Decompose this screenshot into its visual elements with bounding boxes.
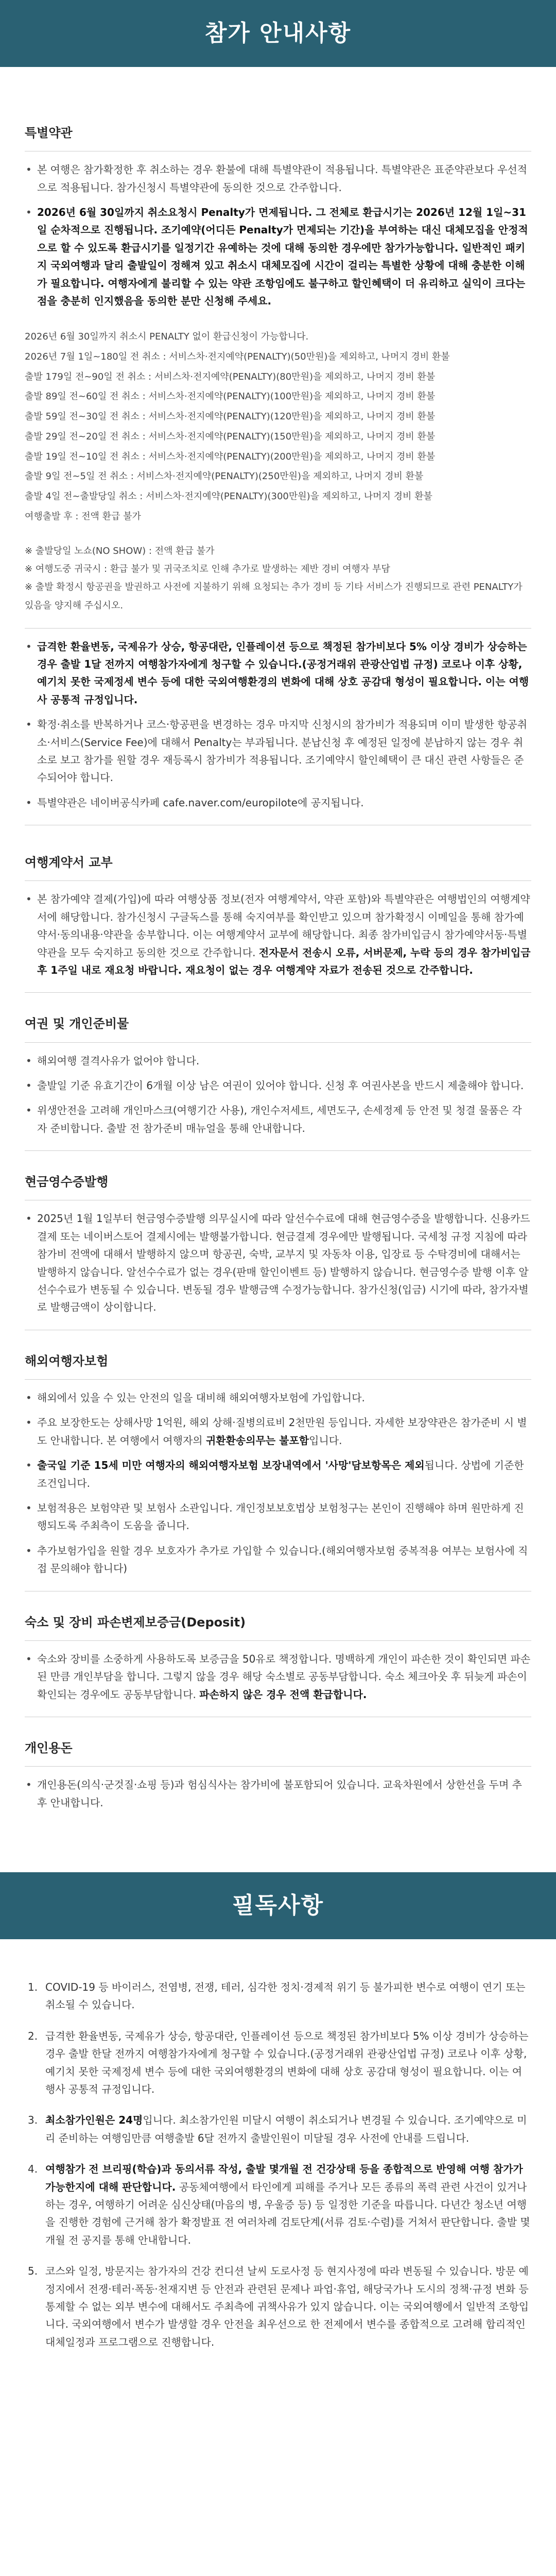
contract-text: 본 참가예약 결제(가입)에 따라 여행상품 정보(전자 여행계약서, 약관 포함)와 특별약관은 여행법인의 여행계약서에 해당합니다. 참가신청시 구글독스를 통해 숙지여부를 확인받고 있으며 참가확정시 이메일을 통해 참가예약서·동의내용·약관을 송부합니다. 이는 여행계약서 교부에 해당합니다. 최종 참가비입금시 참가예약서동·특별약관을 모두 숙지하고 동의한 것으로 간주합니다.: [37, 893, 530, 959]
pocket-money-list: [25, 1776, 531, 1811]
fee-line: 2026년 7월 1일~180일 전 취소 : 서비스차·전지예약(PENALTY)(50만원)을 제외하고, 나머지 경비 환불: [25, 351, 450, 363]
deposit-text: 숙소와 장비를 소중하게 사용하도록 보증금을 50유로 책정합니다. 명백하게 개인이 파손한 것이 확인되면 파손된 만큼 개인부담을 합니다. 그렇지 않을 경우 해당 숙소별로 공동부담합니다. 숙소 체크아웃 후 뒤늦게 파손이 확인되는 경우에도 공동부담합니다.: [37, 1652, 531, 1701]
item-text: 공동체여행에서 타인에게 피해를 주거나 모든 종류의 폭력 관련 사건이 있거나 하는 경우, 여행하기 어려운 심신상태(마음의 병, 우울증 등) 등 일정한 기준을 따릅니다. 다년간 청소년 여행을 진행한 경험에 근거해 참가 확정발표 전 여러차례 검토단계(서류 검토·수렴)를 거쳐서 판단합니다. 출발 몇개월 전 공지를 통해 안내합니다.: [45, 2180, 530, 2246]
list-item: [25, 1650, 531, 1703]
section-divider: [25, 1150, 531, 1151]
divider: [25, 1042, 531, 1043]
divider: [25, 1766, 531, 1767]
fee-line: 출발 179일 전~90일 전 취소 : 서비스차·전지예약(PENALTY)(80만원)을 제외하고, 나머지 경비 환불: [25, 371, 436, 382]
item-text-bold: 여행참가 전 브리핑(학습)과 동의서류 작성, 출발 몇개월 전 건강상태 등을 종합적으로 반영해 여행 참가가 가능한지에 대해 판단합니다.: [45, 2163, 523, 2193]
insurance-text-4: 보험적용은 보험약관 및 보험사 소관입니다. 개인정보보호법상 보험청구는 본인이 진행해야 하며 원만하게 진행되도록 주최측이 도움을 줍니다.: [37, 1502, 524, 1532]
list-item: [25, 1052, 531, 1070]
section-title-pocket-money: 개인용돈: [25, 1741, 73, 1756]
passport-text-2: 출발일 기준 유효기간이 6개월 이상 남은 여권이 있어야 합니다. 신청 후 여권사본을 반드시 제출해야 합니다.: [37, 1079, 524, 1092]
special-terms-list-2: [25, 638, 531, 812]
participation-info-content: [0, 67, 556, 1811]
list-item: [25, 204, 531, 310]
fee-line: 2026년 6월 30일까지 취소시 PENALTY 없이 환급신청이 가능합니다.: [25, 331, 309, 343]
item-number: 3.: [28, 2114, 38, 2127]
item-number: 5.: [28, 2265, 38, 2278]
fee-line: 출발 59일 전~30일 전 취소 : 서비스차·전지예약(PENALTY)(120만원)을 제외하고, 나머지 경비 환불: [25, 411, 436, 422]
list-item: [25, 1101, 531, 1137]
item-number: 4.: [28, 2163, 38, 2176]
contract-list: [25, 890, 531, 979]
list-item: [25, 1414, 531, 1449]
insurance-text-3-bold: 출국일 기준 15세 미만 여행자의 해외여행자보험 보장내역에서 '사망'담보항목은 제외: [37, 1459, 425, 1472]
list-item: [25, 2160, 531, 2249]
item-text: 입니다. 최소참가인원 미달시 여행이 취소되거나 변경될 수 있습니다. 조기예약으로 미리 준비하는 여행임만큼 여행출발 6달 전까지 출발인원이 미달될 경우 사전에 안내를 드립니다.: [45, 2114, 527, 2144]
list-item: [25, 1776, 531, 1811]
insurance-text-3: 됩니다. 상법에 기준한 조건입니다.: [37, 1459, 524, 1489]
passport-text-3: 위생안전을 고려해 개인마스크(여행기간 사용), 개인수저세트, 세면도구, 손세정제 등 안전 및 청결 물품은 각자 준비합니다. 출발 전 참가준비 매뉴얼을 통해 안내합니다.: [37, 1104, 522, 1134]
price-change-text: 급격한 환율변동, 국제유가 상승, 항공대란, 인플레이션 등으로 책정된 참가비보다 5% 이상 경비가 상승하는 경우 출발 1달 전까지 여행참가자에게 청구할 수 있습니다.(공정거래위 관광산업법 규정) 코로나 이후 상황, 예기치 못한 국제정세 변수 등에 대한 국외여행환경의 변화에 대해 상호 공감대 형성이 필요합니다. 이는 여행사 공통적 규정입니다.: [37, 640, 529, 706]
insurance-text-1: 해외에서 있을 수 있는 안전의 일을 대비해 해외여행자보험에 가입합니다.: [37, 1392, 365, 1404]
item-text: COVID-19 등 바이러스, 전염병, 전쟁, 테러, 심각한 정치·경제적 위기 등 불가피한 변수로 여행이 연기 또는 취소될 수 있습니다.: [45, 1981, 526, 2011]
list-item: [25, 1210, 531, 1316]
insurance-list: [25, 1389, 531, 1578]
list-item: [25, 1389, 531, 1406]
divider: [25, 628, 531, 629]
banner-must-read: [0, 1872, 556, 1939]
section-title-insurance: 해외여행자보험: [25, 1353, 109, 1368]
insurance-text-5: 추가보험가입을 원할 경우 보호자가 추가로 가입할 수 있습니다.(해외여행자보험 중복적용 여부는 보험사에 직접 문의해야 합니다): [37, 1544, 528, 1575]
fee-line: 출발 19일 전~10일 전 취소 : 서비스차·전지예약(PENALTY)(200만원)을 제외하고, 나머지 경비 환불: [25, 451, 436, 462]
list-item: [25, 1542, 531, 1578]
note-line: ※ 출발 확정시 항공권을 발권하고 사전에 지불하기 위해 요청되는 추가 경비 등 기타 서비스가 진행되므로 관련 PENALTY가 있음을 양지해 주십시오.: [25, 582, 523, 611]
section-title-passport: 여권 및 개인준비물: [25, 1016, 129, 1031]
list-item: [25, 1499, 531, 1535]
list-item: [25, 2027, 531, 2098]
note-line: ※ 출발당일 노쇼(NO SHOW) : 전액 환급 불가: [25, 546, 215, 557]
divider: [25, 1640, 531, 1641]
pocket-money-text: 개인용돈(의식·군것질·쇼핑 등)과 험심식사는 참가비에 불포함되어 있습니다. 교육차원에서 상한선을 두며 추후 안내합니다.: [37, 1778, 522, 1809]
special-terms-text-2: 2026년 6월 30일까지 취소요청시 Penalty가 면제됩니다. 그 전체로 환급시기는 2026년 12월 1일~31일 순차적으로 진행됩니다. 조기예약(어디든 Penalty가 면제되는 기간)을 부여하는 대신 대체모집을 안정적으로 할 수 있도록 환급시기를 일정기간 유예하는 것에 대해 동의한 경우에만 참가가능합니다. 일반적인 패키지 국외여행과 달리 출발일이 정해져 있고 취소시 대체모집에 시간이 걸리는 특별한 상황에 대해 충분한 이해가 필요합니다. 여행자에게 불리할 수 있는 약관 조항임에도 불구하고 할인혜택이 더 유리하고 실익이 크다는 점을 충분히 인지했음을 동의한 분만 신청해 주세요.: [37, 206, 528, 307]
list-item: [25, 2262, 531, 2351]
list-item: [25, 1456, 531, 1492]
divider: [25, 880, 531, 881]
cancellation-notes: [25, 542, 531, 614]
item-number: 2.: [28, 2029, 38, 2042]
item-text: 급격한 환율변동, 국제유가 상승, 항공대란, 인플레이션 등으로 책정된 참가비보다 5% 이상 경비가 상승하는 경우 출발 한달 전까지 여행참가자에게 청구할 수 있습니다.(공정거래위 관광산업법 규정) 코로나 이후 상황, 예기치 못한 국제정세 변수 등에 대한 국외여행환경의 변화에 대해 상호 공감대 형성이 필요합니다. 이는 여행사 공통적 규정입니다.: [45, 2029, 529, 2096]
contract-text-bold: 전자문서 전송시 오류, 서버문제, 누락 등의 경우 참가비입금 후 1주일 내로 재요청 바랍니다. 재요청이 없는 경우 여행계약 자료가 전송된 것으로 간주합니다.: [37, 946, 531, 976]
change-cancel-text: 확정·취소를 반복하거나 코스·항공편을 변경하는 경우 마지막 신청시의 참가비가 적용되며 이미 발생한 항공취소·서비스(Service Fee)에 대해서 Penalty는 부과됩니다. 분납신청 후 예정된 일정에 분납하지 않는 경우 취소로 보고 참가를 원할 경우 재등록시 참가비가 적용됩니다. 조기예약시 할인혜택이 큰 대신 관련 사항들은 준수되어야 합니다.: [37, 718, 528, 784]
banner-title: 참가 안내사항: [204, 20, 352, 47]
list-item: [25, 716, 531, 787]
fee-line: 출발 29일 전~20일 전 취소 : 서비스차·전지예약(PENALTY)(150만원)을 제외하고, 나머지 경비 환불: [25, 431, 436, 442]
receipt-list: [25, 1210, 531, 1316]
passport-text-1: 해외여행 결격사유가 없어야 합니다.: [37, 1054, 200, 1067]
cafe-notice-text: 특별약관은 네이버공식카페 cafe.naver.com/europilote에 공지됩니다.: [37, 796, 364, 809]
insurance-text-2-end: 입니다.: [309, 1434, 342, 1447]
fee-line: 여행출발 후 : 전액 환급 불가: [25, 511, 141, 522]
note-line: ※ 여행도중 귀국시 : 환급 불가 및 귀국조치로 인해 추가로 발생하는 제반 경비 여행자 부담: [25, 564, 390, 575]
section-title-special-terms: 특별약관: [25, 126, 73, 140]
deposit-text-bold: 파손하지 않은 경우 전액 환급합니다.: [199, 1688, 367, 1701]
insurance-text-2: 주요 보장한도는 상해사망 1억원, 해외 상해·질병의료비 2천만원 등입니다. 자세한 보장약관은 참가준비 시 별도 안내합니다. 본 여행에서 여행자의: [37, 1416, 527, 1447]
cancellation-fee-table: [25, 327, 531, 527]
list-item: [25, 1077, 531, 1094]
item-number: 1.: [28, 1981, 38, 1994]
list-item: [25, 2111, 531, 2147]
divider: [25, 1379, 531, 1380]
section-title-receipt: 현금영수증발행: [25, 1175, 109, 1190]
fee-line: 출발 89일 전~60일 전 취소 : 서비스차·전지예약(PENALTY)(100만원)을 제외하고, 나머지 경비 환불: [25, 391, 436, 402]
receipt-text: 2025년 1월 1일부터 현금영수증발행 의무실시에 따라 알선수수료에 대해 현금영수증을 발행합니다. 신용카드결제 또는 네이버스토어 결제시에는 발행불가합니다. 현금결제 경우에만 발행됩니다. 국세청 규정 지침에 따라 참가비 전액에 대해서 발행하지 않으며 항공권, 숙박, 교부지 및 자동차 이용, 입장료 등 수탁경비에 대해서는 발행하지 않습니다. 알선수수료가 없는 경우(판매 할인이벤트 등) 발행하지 않습니다. 현금영수증 발행 이후 알선수수료가 변동될 수 있습니다. 변동될 경우 발행금액 수정가능합니다. 참가신청(입금) 시기에 따라, 참가자별로 발행금액이 상이합니다.: [37, 1212, 530, 1314]
list-item: [25, 890, 531, 979]
insurance-text-2-bold: 귀환환송의무는 불포함: [205, 1434, 309, 1447]
fee-line: 출발 9일 전~5일 전 취소 : 서비스차·전지예약(PENALTY)(250만원)을 제외하고, 나머지 경비 환불: [25, 471, 424, 482]
list-item: [25, 1978, 531, 2014]
list-item: [25, 638, 531, 709]
banner-title: 필독사항: [232, 1892, 324, 1919]
item-text: 코스와 일정, 방문지는 참가자의 건강 컨디션 날씨 도로사정 등 현지사정에 따라 변동될 수 있습니다. 방문 예정지에서 전쟁·테러·폭동·천재지변 등 안전과 관련된 문제나 파업·휴업, 해당국가나 도시의 정책·규정 변화 등 통제할 수 없는 외부 변수에 대해서도 주최측에 귀책사유가 있지 않습니다. 이는 국외여행에서 일반적 조항입니다. 국외여행에서 변수가 발생할 경우 안전을 최우선으로 한 전제에서 변수를 종합적으로 고려해 합리적인 대체일정과 프로그램으로 진행합니다.: [45, 2265, 529, 2348]
list-item: [25, 794, 531, 811]
section-title-deposit: 숙소 및 장비 파손변제보증금(Deposit): [25, 1615, 246, 1630]
special-terms-list: [25, 161, 531, 310]
section-divider: [25, 992, 531, 993]
item-text-bold: 최소참가인원은 24명: [45, 2114, 143, 2127]
must-read-content: [0, 1939, 556, 2351]
must-read-list: [25, 1978, 531, 2351]
special-terms-text-1: 본 여행은 참가확정한 후 취소하는 경우 환불에 대해 특별약관이 적용됩니다. 특별약관은 표준약관보다 우선적으로 적용됩니다. 참가신청시 특별약관에 동의한 것으로 간주합니다.: [37, 163, 528, 194]
banner-participation-info: [0, 0, 556, 67]
deposit-list: [25, 1650, 531, 1703]
passport-list: [25, 1052, 531, 1138]
section-title-contract: 여행계약서 교부: [25, 855, 113, 870]
fee-line: 출발 4일 전~출발당일 취소 : 서비스차·전지예약(PENALTY)(300만원)을 제외하고, 나머지 경비 환불: [25, 490, 432, 502]
list-item: [25, 161, 531, 196]
